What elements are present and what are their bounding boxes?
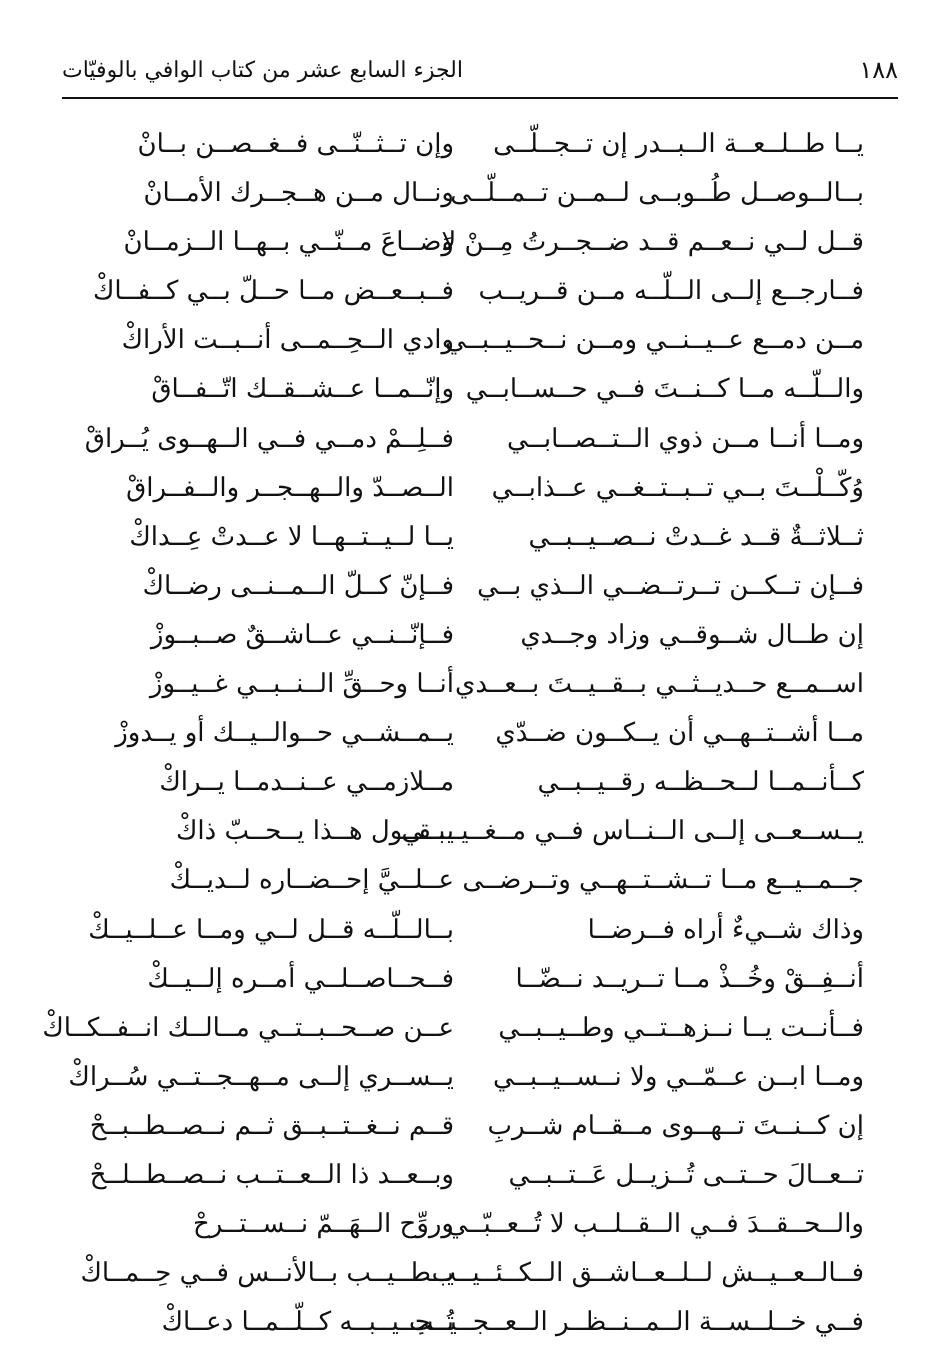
verse [62,316,898,365]
first-hemistich: ومــا أنــا مــن ذوي الــتــصــابــي [506,423,864,454]
running-header [62,52,898,96]
second-hemistich: بــالــلّــه قــل لــي ومــا عــلــيــكْ [88,914,454,945]
page-number: ١٨٨ [859,56,898,84]
first-hemistich: يــســعــى إلــى الــنــاس فــي مــغــيــبــي [401,816,864,847]
verse [62,1249,898,1298]
second-hemistich: يــســري إلــى مــهــجــتــي سُــراكْ [68,1061,454,1092]
first-hemistich: بــالــوصــل طُــوبــى لــمــن تــمــلّــى [450,178,864,209]
second-hemistich: وَضــاعَ مــنّــي بــهــا الــزمــانْ [123,227,454,258]
verse [62,758,898,807]
second-hemistich: يــطــيــب بــالأنــس فــي حِــمــاكْ [80,1258,454,1289]
first-hemistich: ثــلاثــةٌ قــد غــدتْ نــصــيــبــي [528,521,864,552]
second-hemistich: مــلازمــي عــنــدمــا يــراكْ [159,767,454,798]
verse [62,1298,898,1347]
first-hemistich: كــأنــمــا لــحــظــه رقــيــبــي [537,767,864,798]
verse [62,169,898,218]
poem [42,120,898,1347]
second-hemistich: فــحــاصــلــي أمــره إلــيــكْ [147,963,454,994]
first-hemistich: فــأنــت يــا نــزهــتــي وطــيــبــي [498,1012,864,1043]
verse [62,218,898,267]
verse [62,906,898,955]
verse [62,120,898,169]
first-hemistich: ومــا ابــن عــمّــي ولا نــســيــبــي [493,1061,864,1092]
second-hemistich: فــإنّــنــي عــاشــقٌ صــبــوزْ [150,619,454,650]
verse [62,415,898,464]
second-hemistich: قــم نــغــتــبــق ثــم نــصــطــبــحْ [89,1110,454,1141]
first-hemistich: فــإن تــكــن تــرتــضــي الــذي بــي [477,570,864,601]
header-title: الجزء السابع عشر من كتاب الوافي بالوفيّات [62,58,463,83]
verse [62,1200,898,1249]
verse [62,660,898,709]
verse [62,856,898,905]
verse [62,365,898,414]
verse [62,807,898,856]
verse [62,267,898,316]
second-hemistich: يــا لــيــتــهــا لا عــدتْ عِــداكْ [129,521,454,552]
verse [62,464,898,513]
second-hemistich: وادي الــحِــمــى أنــبــت الأراكْ [121,325,454,356]
verse [62,1102,898,1151]
first-hemistich: والــلّــه مــا كــنــتَ فــي حــســابــي [465,374,864,405]
second-hemistich: وبــعــد ذا الــعــتــب نــصــطــلــحْ [89,1159,454,1190]
second-hemistich: الــصــدّ والــهــجــر والــفــراقْ [126,472,454,503]
verse [42,1004,898,1053]
verse [62,513,898,562]
second-hemistich: يــقــول هــذا يــحــبّ ذاكْ [175,816,454,847]
verse [62,1053,898,1102]
verse [62,562,898,611]
first-hemistich: اســمــع حــديــثــي بــقــيــتَ بــعــدي [454,669,864,700]
first-hemistich: تــعــالَ حــتــى تُــزيــل عَــتــبــي [508,1159,864,1190]
second-hemistich: عــلــيَّ إحــضــاره لــديــكْ [169,865,454,896]
first-hemistich: فــارجــع إلــى الــلّــه مــن قــريــب [478,276,864,307]
first-hemistich: فــي خــلــســة الــمــنــظــر الــعــجــيــب [408,1307,864,1338]
verse [62,1151,898,1200]
second-hemistich: ونــال مــن هــجــرك الأمــانْ [143,178,454,209]
first-hemistich: فــالــعــيــش لــلــعــاشــق الــكــئــيــب [431,1258,864,1289]
first-hemistich: وُكّــلْــتَ بــي تــبــتــغــي عــذابــي [491,472,864,503]
second-hemistich: أنــا وحــقِّ الــنــبــي غــيــوزْ [149,669,454,700]
second-hemistich: فــلِــمْ دمــي فــي الــهــوى يُــراقْ [84,423,454,454]
header-rule [62,97,898,99]
second-hemistich: تُــجــيــبــه كــلّــمــا دعــاكْ [161,1307,454,1338]
first-hemistich: وذاك شــيءٌ أراه فــرضــا [587,914,864,945]
first-hemistich: قــل لــي نــعــم قــد ضــجــرتُ مِــنْ لا [441,227,864,258]
first-hemistich: إن كــنــتَ تــهــوى مــقــام شــربِ [487,1110,864,1141]
first-hemistich: أنــفِــقْ وخُــذْ مــا تــريــد نــضّــا [515,963,864,994]
first-hemistich: والــحــقــدَ فــي الــقــلــب لا تُــعــبّــي [446,1209,864,1240]
verse [62,709,898,758]
verse [62,955,898,1004]
first-hemistich: جــمــيــع مــا تــشــتــهــي وتــرضــى [462,865,864,896]
first-hemistich: يــا طــلــعــة الــبــدر إن تــجــلّــى [493,129,864,159]
second-hemistich: يــمــشــي حــوالــيــك أو يــدوزْ [115,718,454,749]
second-hemistich: وروِّح الــهَــمّ نــســتــرحْ [193,1209,454,1240]
first-hemistich: مــا أشــتــهــي أن يــكــون ضــدّي [495,718,864,749]
second-hemistich: وإنّــمــا عــشــقــك اتّــفــاقْ [151,374,454,405]
second-hemistich: وإن تــثــنّــى فــغــصــن بــانْ [137,129,454,159]
verse [62,611,898,660]
first-hemistich: مــن دمــع عــيــنــي ومــن نــحــيــبــي [445,325,864,356]
second-hemistich: فــبــعــض مــا حــلّ بــي كــفــاكْ [92,276,454,307]
second-hemistich: فــإنّ كــلّ الــمــنــى رضــاكْ [142,570,454,601]
first-hemistich: إن طــال شــوقــي وزاد وجــدي [520,619,864,650]
second-hemistich: عــن صــحــبــتــي مــالــك انــفــكــاكْ [42,1012,454,1043]
